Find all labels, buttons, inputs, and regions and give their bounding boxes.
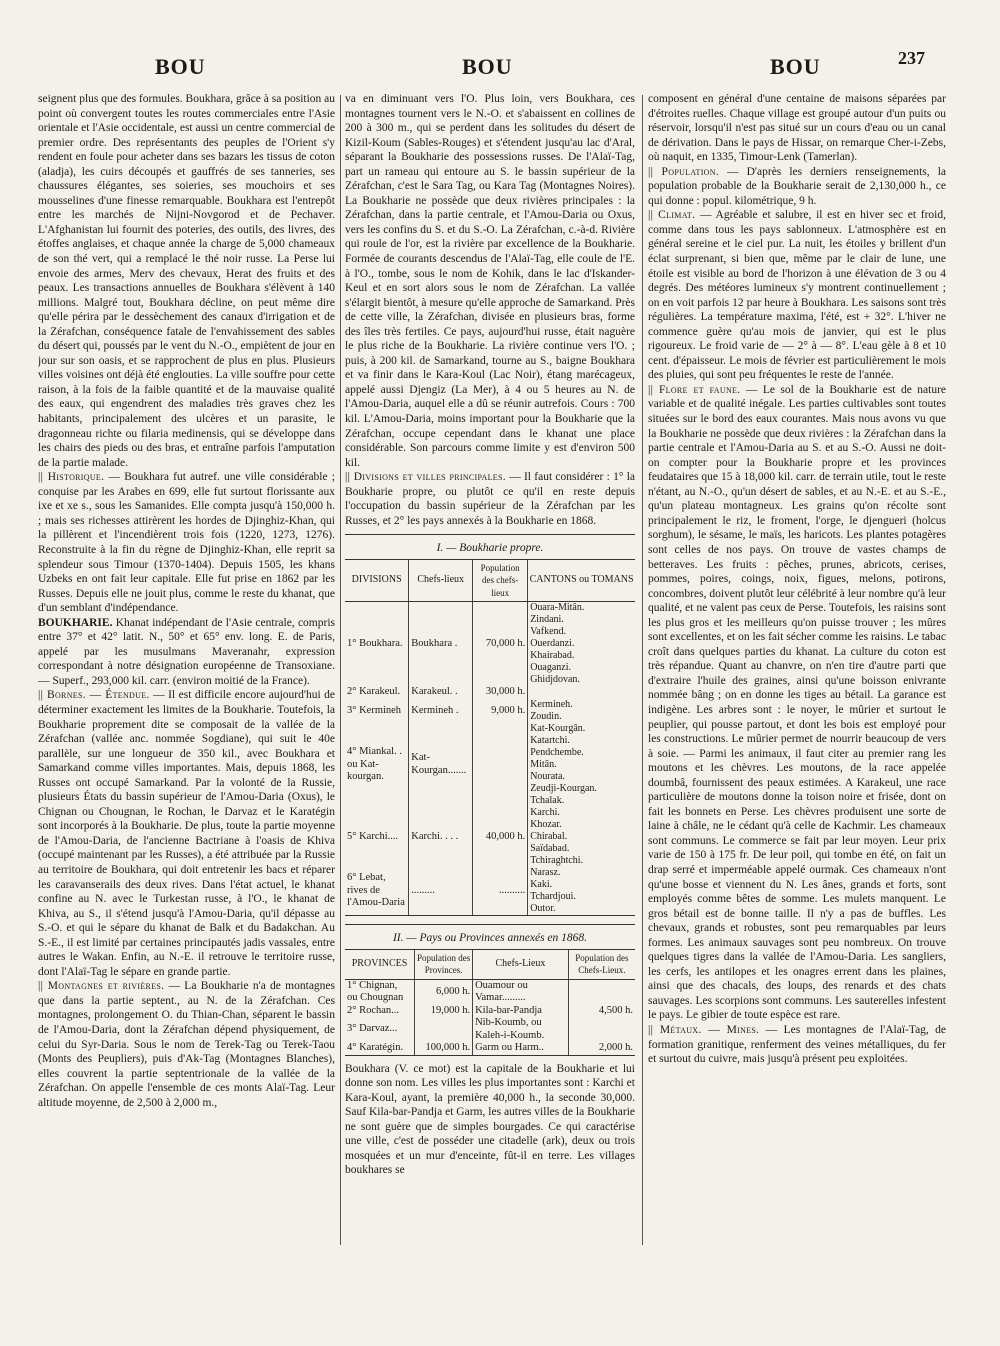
table1-cell-cantons [528, 686, 635, 699]
table2-header: Population des Chefs-Lieux. [568, 949, 635, 979]
table2-title: II. — Pays ou Provinces annexés en 1868. [392, 931, 588, 944]
table-provinces-annexees [345, 949, 635, 1056]
section-label-population: || Population. [648, 165, 720, 178]
table1-cell-chef-lieu: Kermineh . [409, 699, 473, 723]
section-label-bornes: || Bornes. — Étendue. [38, 689, 150, 702]
text-montagnes: — La Boukharie n'a de montagnes que dans la partie septent., au N. de la Zérafchan. Ces montagnes, prolongement O. du Thian-Chan, séparent le bassin de l'Amou-Daria, dont la Zérafchan dépend physiquement, de celui du Syr-Daria. Sous le nom de Terek-Tag ou Terek-Taou (Monts des Peupliers), puis d'Ak-Tag (Montagnes Blanches), elles couvrent la partie septentrionale de la vallée de la Zérafchan. On appelle l'ensemble de ces monts Alaï-Tag. Leur altitude moyenne, de 2,500 à 2,000 m., [38, 980, 335, 1109]
table1-cell-population: 9,000 h. [473, 699, 528, 723]
paragraph-villes: Boukhara (V. ce mot) est la capitale de la Boukharie et lui donne son nom. Les villes les plus importantes sont : Karchi et Kara-Koul, ayant, la première 40,000 h., la seconde 30,000. Sauf Kila-bar-Pandja et Garm, les autres villes de la Boukharie ne sont guère que de simples bourgades. Ce qui caractérise une ville, c'est de posséder une citadelle (ark), deux ou trois mosquées et un mur d'enceinte, fût-il en terre. Les villages boukhares se [345, 1062, 635, 1177]
table2-header-row [345, 949, 635, 979]
header-center: BOU [462, 54, 513, 79]
table2-cell-population: 19,000 h. [415, 1005, 473, 1018]
table2-cell-province: 4° Karatégin. [345, 1042, 415, 1055]
table2-cell-province: 2° Rochan... [347, 1004, 400, 1016]
header-right: BOU [770, 54, 821, 79]
table2-cell-chef-lieu: Kila-bar-Pandja [473, 1005, 569, 1018]
column-1 [38, 92, 335, 1337]
table2-cell-chef-lieu: Garm ou Harm.. [473, 1042, 569, 1055]
text-boukharie: Khanat indépendant de l'Asie centrale, compris entre 37° et 42° latit. N., 50° et 65° env. long. E. de Paris, appelé par les musulmans Maveranahr, expression correspondant à notre désignation européenne de Transoxiane. — Superf., 293,000 kil. carr. (environ moitié de la France). [38, 616, 335, 687]
table1-cell-cantons: Ouara-Mitân. Zindani. Vafkend. Ouerdanzi. Khairabad. Ouaganzi. Ghidjdovan. [528, 602, 635, 687]
table1-title: I. — Boukharie propre. [436, 542, 544, 555]
paragraph-divisions [345, 470, 635, 528]
table1-cell-chef-lieu: Boukhara . [409, 602, 473, 687]
table2-header: PROVINCES [345, 949, 415, 979]
table2-cell-population-chef-lieu [568, 979, 635, 1005]
table1-header: DIVISIONS [345, 559, 409, 602]
column-rule-1 [340, 95, 341, 1245]
table-row [345, 1017, 635, 1042]
table2-cell-chef-lieu: Nib-Koumb, ou Kaleh-i-Koumb. [473, 1017, 569, 1042]
table-row [345, 699, 635, 723]
table1-cell-division: 4° Miankal. . ou Kat-kourgan. [347, 746, 402, 783]
table-divider [345, 534, 635, 535]
table1-cell-cantons: Kermineh. Zoudin. [528, 699, 635, 723]
paragraph-villages: composent en général d'une centaine de maisons séparées par d'étroites ruelles. Chaque village est groupé autour d'un puits ou réservoir, lorsqu'il n'est pas situé sur un cours d'eau ou un canal de dérivation. Dans le pays de Hissar, on remarque Cher-i-Zebs, où naquit, en 1335, Timour-Lenk (Tamerlan). [648, 93, 946, 164]
column-3 [648, 92, 946, 1337]
table2-header: Population des Provinces. [415, 949, 473, 979]
table-row [345, 686, 635, 699]
table2-cell-province: 1° Chignan, ou Chougnan [347, 979, 404, 1003]
paragraph-montagnes [38, 979, 335, 1110]
table2-cell-population: 6,000 h. [415, 979, 473, 1005]
table-row [345, 867, 635, 916]
text-climat: — Agréable et salubre, il est en hiver sec et froid, comme dans tous les pays sablonneux. L'atmosphère est en général sereine et le ciel pur. La nuit, les étoiles y brillent d'un éclat surprenant, si bien que, même par le clair de lune, une étoile est visible au bord de l'horizon à une élévation de 3 ou 4 degrés. Des météores lumineux s'y montrent continuellement ; on en voit parfois 12 par heure à Boukhara. Les saisons sont très régulières. La température maxima, l'été, est + 32°. L'hiver ne commence guère qu'au mois de janvier, qui est le plus rigoureux. Le froid varie de — 2° à — 8°. L'eau gèle à 8 et 10 cent. d'épaisseur. Le mois de février est particulièrement le mois des pluies, qui sont peu fréquentes le reste de l'année. [648, 209, 946, 382]
section-label-flore: || Flore et faune. [648, 383, 741, 396]
table-row [345, 807, 635, 867]
section-label-montagnes: || Montagnes et rivières. [38, 980, 165, 993]
table1-header: CANTONS ou TOMANS [528, 559, 635, 602]
table1-cell-cantons: Narasz. Kaki. Tchardjoui. Outor. [528, 867, 635, 916]
section-label-metaux: || Métaux. — Mines. [648, 1024, 760, 1036]
table1-cell-division: 5° Karchi.... [347, 830, 399, 842]
table-row [345, 723, 635, 807]
table1-cell-division: 6° Lebat, rives de l'Amou-Daria [345, 867, 409, 916]
table2-cell-chef-lieu: Ouamour ou Vamar......... [473, 979, 569, 1005]
paragraph-bornes [38, 688, 335, 979]
table1-cell-population: .......... [473, 867, 528, 916]
paragraph-boukharie [38, 616, 335, 689]
paragraph-climat [648, 208, 946, 383]
table1-cell-population: 70,000 h. [473, 602, 528, 687]
paragraph-rivieres: va en diminuant vers l'O. Plus loin, vers Boukhara, ces montagnes tournent vers le N.-O. et s'abaissent en collines de 200 à 300 m., qui se perdent dans les solitudes du désert de Kizil-Koum (Sables-Rouges) et s'étendent jusqu'au lac d'Aral, séparant la Boukharie des possessions russes. De l'Alaï-Tag, part un rameau qui entoure au S. le bassin supérieur de la Zérafchan, c'est le Sara Tag, ou Kara Tag (Montagnes Noires). La Boukharie ne possède que deux rivières principales : la Zérafchan, dans la partie centrale, et l'Amou-Daria ou Oxus, vers les confins du S. et du S.-O. La Zérafchan, c.-à-d. Rivière qui roule de l'or, est la rivière par excellence de la Boukharie. Formée de courants descendus de l'Alaï-Tag, elle coule de l'E. à l'O., tombe, sous le nom de Kohik, dans le lac d'Iskander-Keul et en sort alors sous le nom de Zérafchan. La vallée s'élargit bientôt, à mesure qu'elle approche de Samarkand. Près de cette ville, la Zérafchan, divisée en plusieurs bras, forme des îles très fertiles. Ce pays, aujourd'hui russe, était naguère le plus riche de la Boukharie. La rivière continue vers l'O. ; puis, à 200 kil. de Samarkand, tourne au S., baigne Boukhara et va finir dans le Kara-Koul (Lac Noir), étang marécageux, appelé aussi Djengiz (La Mer), à 4 ou 5 heures au N. de l'Amou-Daria, auquel elle a dû se réunir autrefois. Cours : 700 kil. L'Amou-Daria, moins important pour la Boukharie que la Zérafchan, occupe cependant dans le khanat une place considérable. Son parcours comme limite y est d'environ 500 kil. [345, 93, 635, 469]
table2-cell-province: 3° Darvaz... [347, 1023, 398, 1035]
table-row [345, 979, 635, 1005]
page-number: 237 [898, 48, 925, 68]
table1-cell-chef-lieu: ......... [409, 867, 473, 916]
table2-cell-population [415, 1017, 473, 1042]
column-2 [345, 92, 635, 1337]
text-population: — D'après les derniers renseignements, la population probable de la Boukharie serait de 2,130,000 h., ce qui donne : popul. kilométrique, 9 h. [648, 165, 946, 207]
section-label-historique: || Historique. [38, 471, 105, 484]
section-label-climat: || Climat. [648, 209, 696, 222]
paragraph-flore [648, 383, 946, 1023]
table-row [345, 1005, 635, 1018]
table2-cell-population-chef-lieu [568, 1017, 635, 1042]
paragraph-population [648, 165, 946, 209]
table1-cell-division: 1° Boukhara. [347, 638, 403, 650]
table1-cell-cantons: Kat-Kourgân. Katartchi. Pendchembe. Mitân. Nourata. Zeudji-Kourgan. Tchalak. [528, 723, 635, 807]
table-row [345, 602, 635, 687]
table2-cell-population-chef-lieu: 2,000 h. [568, 1042, 635, 1055]
table2-cell-population: 100,000 h. [415, 1042, 473, 1055]
table1-header: Population des chefs-lieux [473, 559, 528, 602]
table1-cell-division: 3° Kermineh [347, 704, 402, 716]
table1-cell-division: 2° Karakeul. [347, 686, 401, 698]
table-divider [345, 924, 635, 925]
table-row [345, 1042, 635, 1055]
table1-cell-chef-lieu: Karchi. . . . [409, 807, 473, 867]
entry-title-boukharie: BOUKHARIE. [38, 616, 113, 629]
text-flore: — Le sol de la Boukharie est de nature variable et de qualité inégale. Les parties cultivables sont toutes situées sur le bord des eaux courantes. Mais nous avons vu que la Boukharie ne possède que deux rivières : la Zérafchan dans la partie centrale et l'Amou-Daria au S. et au S.-O. Aussi ne doit-on compter pour la Boukharie propre et les provinces feudataires que 15 à 18,000 kil. carr. de terrain utile, tout le reste n'étant, au N.-O., qu'un désert de sables, et au N.-E. et au S.-E., qu'un plateau montagneux. Les grains qu'on récolte sont principalement le riz, le froment, l'orge, le djengueri (holcus sorghum), le sésame, le maïs, les haricots. Les plantes potagères sont celles de nos pays. On trouve de vastes champs de betteraves. Les fruits : pêches, prunes, abricots, cerises, pommes, poires, coings, noix, figues, melons, potirons, concombres, doivent plutôt leur célébrité à leur nombre qu'à leur qualité, et ne valent pas ceux de Perse. Toutefois, les raisins sont les plus gros et les meilleurs qu'on puisse trouver ; les mûres sont excellentes, et on les fait sécher comme les raisins. Le tabac croît dans quelques parties du khanat. La culture du coton est très répandue. Quant au chanvre, on n'en tire d'autre parti que d'extraire l'huile des graines, ainsi qu'une boisson enivrante nommée bâng ; on en donne les tiges au bétail. La garance est indigène. Les arbres sont : le noyer, le mûrier et surtout le peuplier, qui pousse partout, et dont les bois est employé pour les constructions. Le mûrier permet de nourrir beaucoup de vers à soie. — Parmi les animaux, il faut citer au premier rang les moutons et les chèvres. Les moutons, de la race appelée doumbâ, fournissent des peaux estimées. A Karakeul, une race particulière de moutons donne la toison noire et frisée, dont on fait les bonnets en Perse. Les chèvres produisent une sorte de laine à châle, ne le cédant qu'à celle de Kachmir. Les chameaux sont communs. Le commerce se fait par leur moyen. Leur prix varie de 150 à 175 fr. De leur poil, qui tombe en été, on fait un drap serré et imperméable appelé ourmak. Ces chameaux n'ont qu'une bosse et viennent du N. Les ânes, grands et forts, sont employés comme bêtes de somme. Les mulets manquent. Le gros bétail est de bonne taille. Il n'y a pas de buffles. Les chevaux, grands et robustes, sont peu remarquables par leurs formes. Les animaux sauvages sont peu nombreux. On trouve quelques tigres dans la vallée de l'Amou-Daria. Les sangliers, les cerfs, les antilopes et les onagres errent dans les plaines, ainsi que des chacals, des loups, des renards et des chats sauvages. Les scorpions sont communs. Les sauterelles infestent le pays. Le gibier de toute espèce est rare. [648, 383, 946, 1022]
table1-cell-chef-lieu: Kat-Kourgan....... [409, 723, 473, 807]
table1-header: Chefs-lieux [409, 559, 473, 602]
text-bornes: — Il est difficile encore aujourd'hui de déterminer exactement les limites de la Boukharie. Toutefois, la Boukharie proprement dite se composait de la vallée de la Zérafchan (vallée anc. nommée Sogdiane), qui suit le 40e parallèle, sur une longueur de 350 kil., avec Boukhara et Samarkand comme villes importantes. Mais, depuis 1868, les Russes ont occupé Samarkand. Par la volonté de la Russie, plusieurs États du bassin supérieur de l'Amou-Daria (Oxus), le Chignan ou Chougnan, le Rochan, le Darvaz et le Karatégin sont incorporés à la Boukharie. De plus, toute la partie moyenne de l'Amou-Daria, de l'ancienne Bactriane à l'oasis de Khiva (occupé maintenant par les Russes), a été attribuée par la Russie au territoire de Boukhara, qui doit entretenir les bacs et réparer les caravanserails des deux rives. Dans l'état actuel, le khanat confine au N. avec le Turkestan russe, à l'O., le khanat de Khiva, au S., il s'étend jusqu'à l'Amou-Daria, qu'il dépasse au S.-O. et qui le sépare du khanat de Balk et du Badakchan. Au S.-E., il est limité par certaines principautés jadis vassales, entre autres le Wakan. Enfin, au N.-E. il retrouve le territoire russe, dont l'Alaï-Tag le sépare en grande partie. [38, 689, 335, 978]
table1-cell-population: 30,000 h. [473, 686, 528, 699]
text-metaux: — Les montagnes de l'Alaï-Tag, de formation granitique, renferment des veines métalliques, du fer et surtout du cuivre, mais jusqu'à présent peu exploitées. [648, 1024, 946, 1066]
table1-header-row [345, 559, 635, 602]
table1-cell-chef-lieu: Karakeul. . [409, 686, 473, 699]
column-rule-2 [642, 95, 643, 1245]
table1-cell-population [473, 723, 528, 807]
text-historique: — Boukhara fut autref. une ville considérable ; conquise par les Arabes en 699, elle fut surtout florissante aux ixe et xe s., sous les Samanides. Elle compta jusqu'à 150,000 h. ; mais ses richesses attirèrent les hordes de Djinghiz-Khan, qui la pillèrent et l'incendièrent trois fois (1220, 1273, 1276). Reconstruite à la fin du règne de Djinghiz-Khan, elle reprit sa splendeur sous Timour (1370-1404). Depuis 1505, les khans Uzbeks en ont fait leur capitale. Elle fut prise en 1862 par les Russes. Depuis elle ne jouit plus, comme le reste du khanat, que d'un semblant d'indépendance. [38, 471, 335, 615]
paragraph-metaux [648, 1023, 946, 1067]
section-label-divisions: || Divisions et villes principales. [345, 471, 506, 484]
table2-cell-population-chef-lieu: 4,500 h. [568, 1005, 635, 1018]
text-divisions: — Il faut considérer : 1° la Boukharie propre, ou plutôt ce qu'il en reste depuis l'occupation du bassin supérieur de la Zérafchan par les Russes, et 2° les pays annexés à la Boukharie en 1868. [345, 471, 635, 527]
paragraph-historique [38, 470, 335, 615]
table-boukharie-propre [345, 559, 635, 916]
table1-cell-population: 40,000 h. [473, 807, 528, 867]
paragraph-commerce: seignent plus que des formules. Boukhara, grâce à sa position au point où convergent toutes les routes commerciales entre l'Asie orientale et l'Asie occidentale, est aussi un centre commercial de premier ordre. Des représentants des peuples de l'Orient s'y rendent en foule pour acheter dans ses bazars les tissus de coton (aladja), les cuirs découpés et gauffrés de ses tanneries, ses chaussures élégantes, ses soieries, ses mouchoirs et ses mousselines d'une finesse remarquable. Boukhara est l'entrepôt entre les marchés de Nijni-Novgorod et de Pechaver. L'Afghanistan lui fournit des poteries, des outils, des livres, des étoffes anglaises, et chaque année la charge de 5,000 chameaux de son thé vert, qui a remplacé le thé noir russe. La Perse lui envoie des armes, Merv des chevaux, Herat des fruits et des peaux. Les transactions annuelles de Boukhara s'élèvent à 140 millions. Malgré tout, Boukhara décline, on peut même dire qu'elle périra par le dessèchement des canaux d'irrigation et de la Zérafchan, conséquence fatale de l'envahissement des sables du désert qui, poussés par le vent du N.-O., empiètent de jour en jour sur son oasis, et se rapprochent de plus en plus. Plusieurs villes voisines ont déjà été englouties. La ville souffre pour cette raison, à la fois de la faible quantité et de la mauvaise qualité des eaux, qui engendrent des maladies très graves chez les habitants, principalement des ulcères et un parasite, le dragonneau richte ou filaria medinensis, qui se développe dans les chairs des pieds ou des bras, et entraîne parfois l'amputation de la partie malade. [38, 93, 335, 469]
header-left: BOU [155, 54, 206, 79]
table1-cell-cantons: Karchi. Khozar. Chirabal. Saïdabad. Tchiraghtchi. [528, 807, 635, 867]
table2-header: Chefs-Lieux [473, 949, 569, 979]
